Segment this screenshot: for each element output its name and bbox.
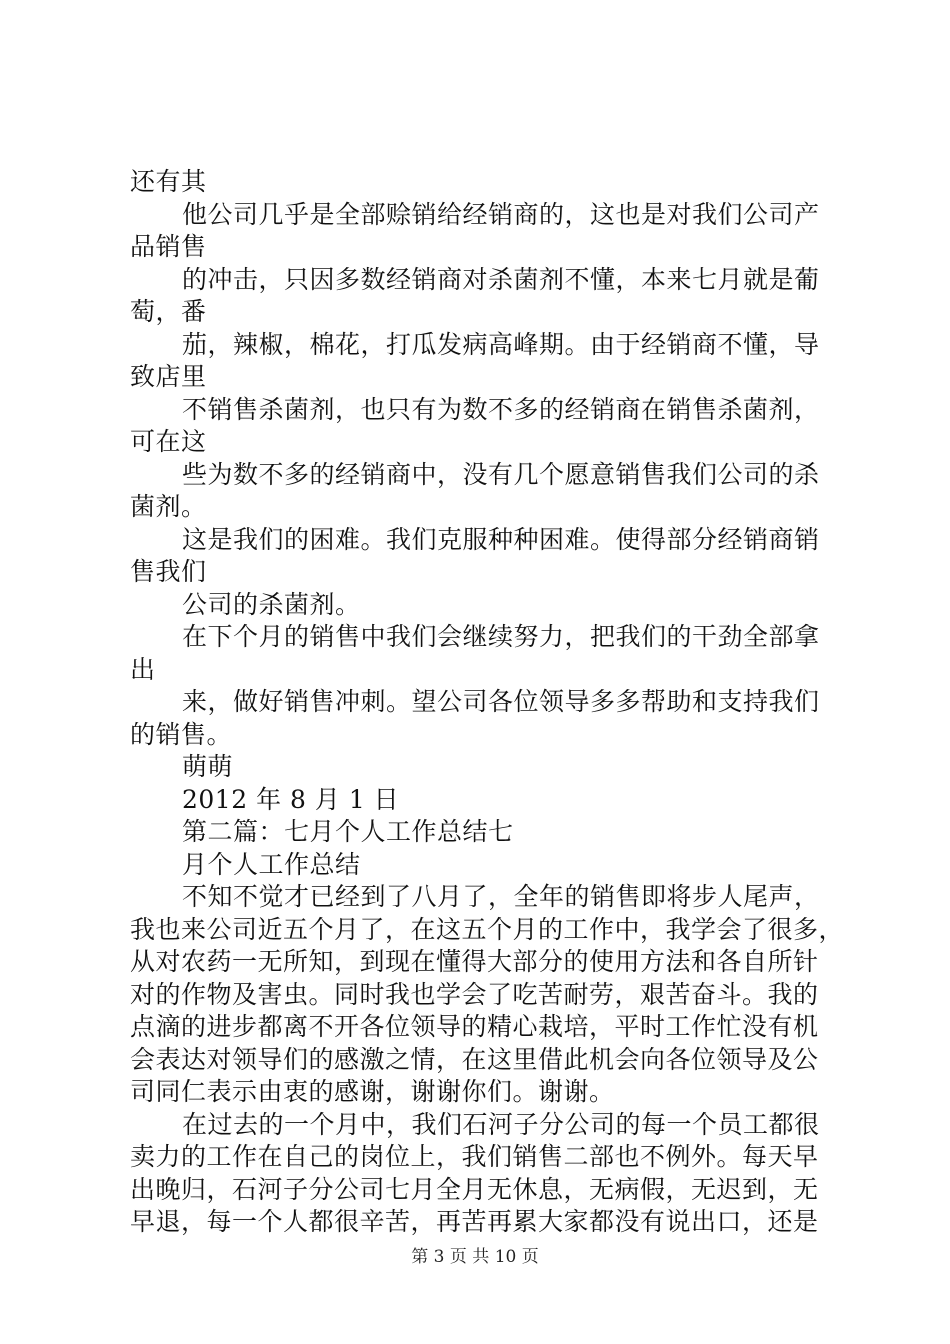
text-line: 还有其	[130, 167, 207, 196]
text-line: 他公司几乎是全部赊销给经销商的，这也是对我们公司产	[182, 199, 820, 229]
text-line: 我也来公司近五个月了，在这五个月的工作中，我学会了很多，	[130, 914, 845, 944]
text-line: 不知不觉才已经到了八月了，全年的销售即将步人尾声，	[182, 882, 820, 911]
text-line: 的销售。	[130, 719, 233, 749]
text-line: 对的作物及害虫。同时我也学会了吃苦耐劳，艰苦奋斗。我的	[130, 979, 819, 1009]
text-line: 早退，每一个人都很辛苦，再苦再累大家都没有说出口，还是	[130, 1207, 819, 1236]
text-line: 点滴的进步都离不开各位领导的精心栽培，平时工作忙没有机	[130, 1012, 819, 1041]
text-line: 卖力的工作在自己的岗位上，我们销售二部也不例外。每天早	[130, 1142, 819, 1171]
text-line: 菌剂。	[130, 492, 207, 521]
text-line: 2012 年 8 月 1 日	[182, 784, 400, 814]
text-line: 萌萌	[182, 752, 234, 781]
text-line: 司同仁表示由衷的感谢，谢谢你们。谢谢。	[130, 1077, 615, 1106]
text-line: 在下个月的销售中我们会继续努力，把我们的干劲全部拿	[182, 622, 820, 651]
text-line: 公司的杀菌剂。	[182, 589, 361, 619]
text-line: 来，做好销售冲刺。望公司各位领导多多帮助和支持我们	[182, 687, 820, 716]
text-line: 不销售杀菌剂，也只有为数不多的经销商在销售杀菌剂，	[182, 394, 820, 424]
text-line: 茄，辣椒，棉花，打瓜发病高峰期。由于经销商不懂，导	[182, 329, 820, 359]
text-line: 的冲击，只因多数经销商对杀菌剂不懂，本来七月就是葡	[182, 264, 820, 294]
text-line: 第二篇：七月个人工作总结七	[182, 817, 514, 846]
text-line: 品销售	[130, 232, 207, 261]
text-line: 出晚归，石河子分公司七月全月无休息，无病假，无迟到，无	[130, 1174, 819, 1204]
text-line: 在过去的一个月中，我们石河子分公司的每一个员工都很	[182, 1109, 820, 1139]
document-body	[130, 166, 845, 1239]
page-footer: 第 3 页 共 10 页	[411, 1247, 539, 1267]
text-line: 从对农药一无所知，到现在懂得大部分的使用方法和各自所针	[130, 947, 819, 976]
text-line: 萄，番	[130, 297, 207, 326]
text-line: 可在这	[130, 427, 207, 456]
text-line: 致店里	[130, 362, 207, 391]
text-line: 月个人工作总结	[182, 849, 361, 879]
text-line: 会表达对领导们的感激之情，在这里借此机会向各位领导及公	[130, 1044, 819, 1074]
text-line: 出	[130, 654, 156, 684]
text-line: 售我们	[130, 557, 207, 586]
text-line: 些为数不多的经销商中，没有几个愿意销售我们公司的杀	[182, 459, 820, 489]
text-line: 这是我们的困难。我们克服种种困难。使得部分经销商销	[182, 524, 820, 554]
